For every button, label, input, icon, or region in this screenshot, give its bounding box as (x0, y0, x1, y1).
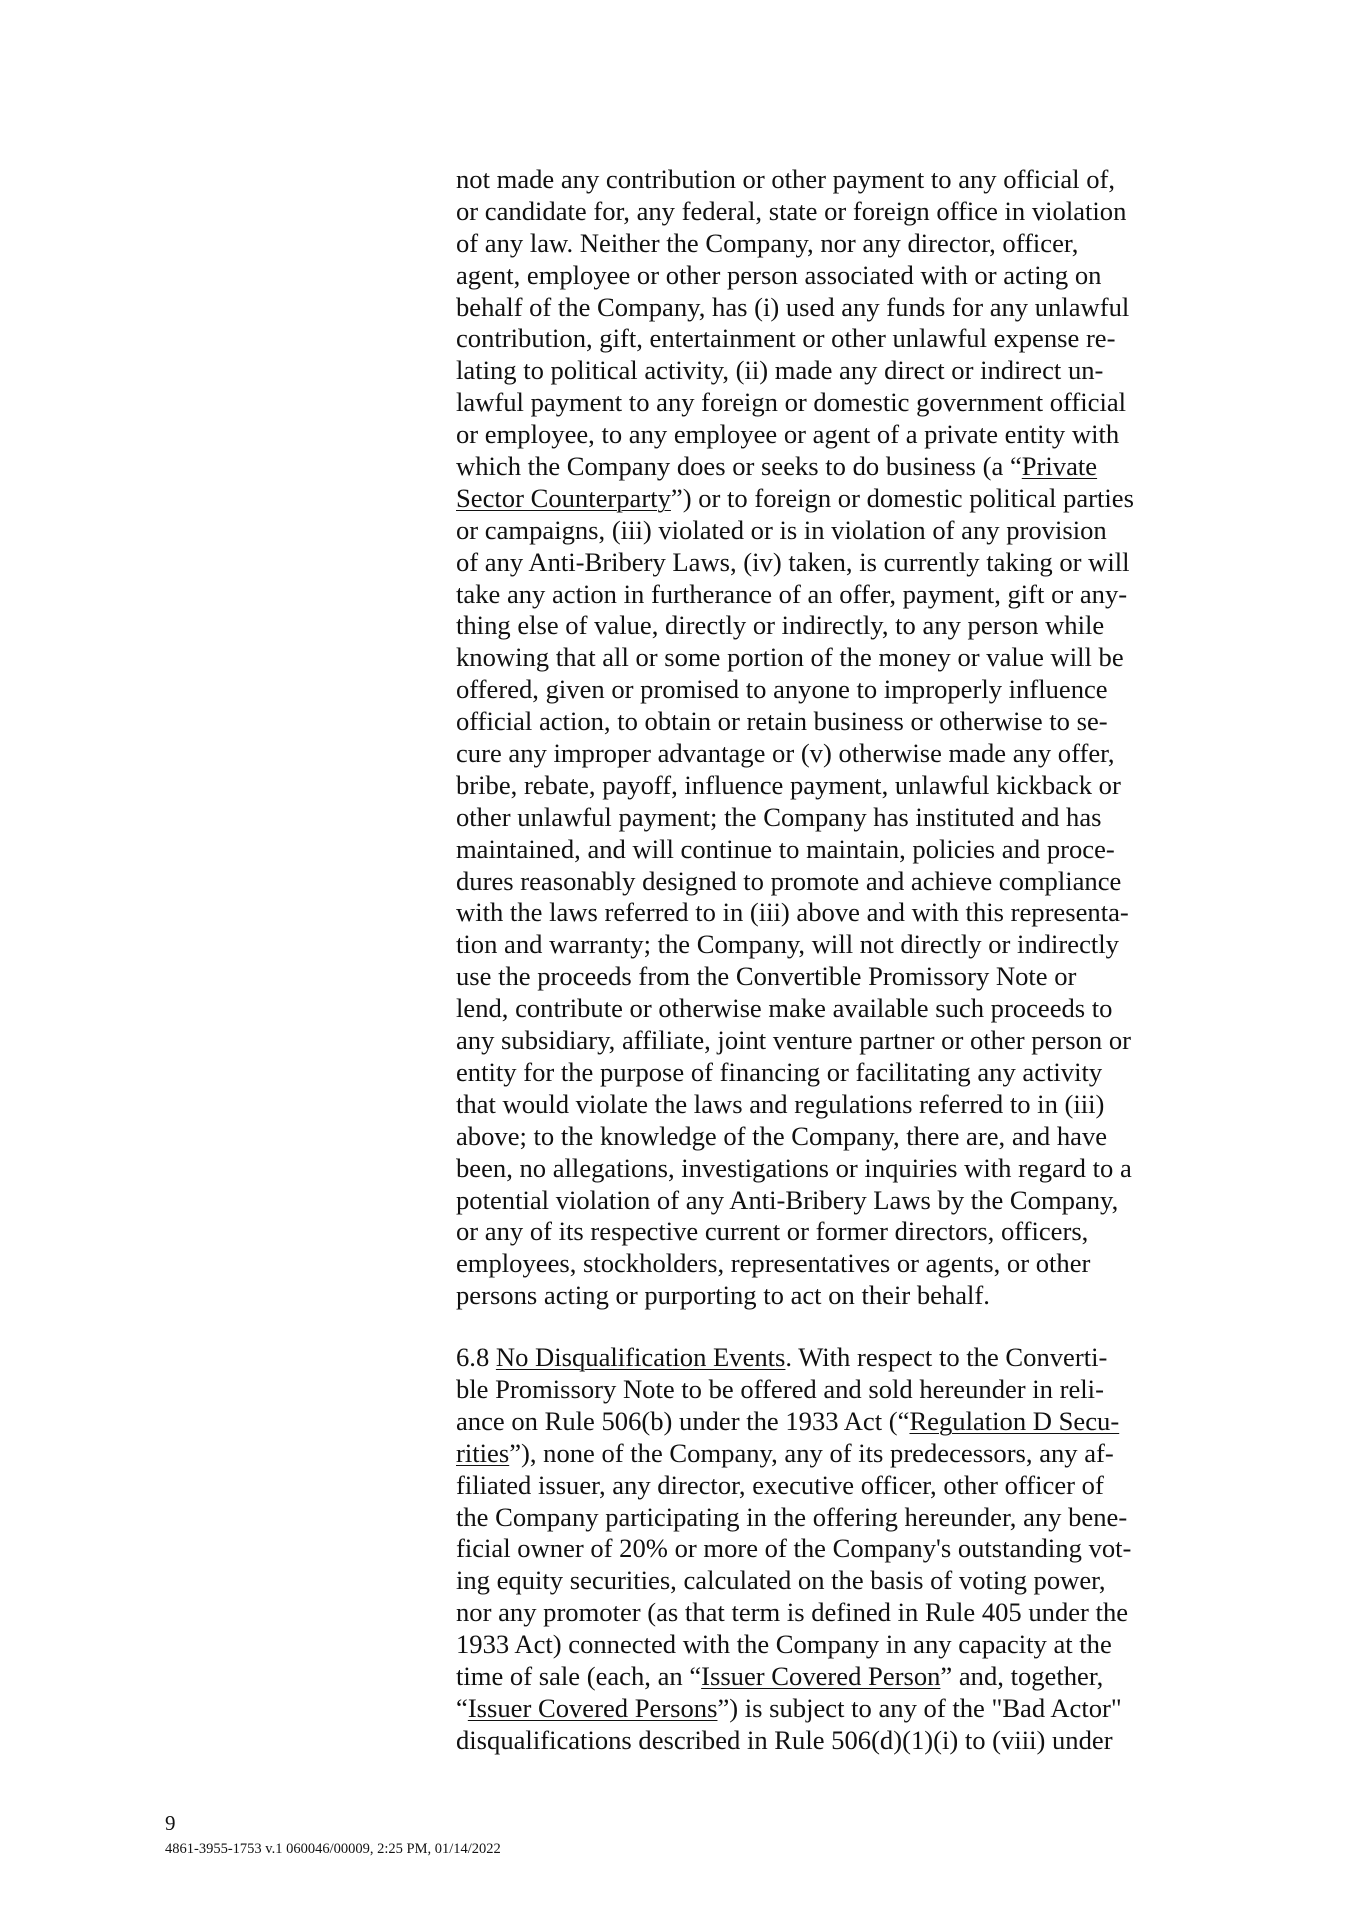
text-line (456, 196, 1176, 228)
text-line (456, 228, 1176, 260)
text-run: with the laws referred to in (iii) above and with this representa- (456, 897, 1129, 928)
text-line (456, 1280, 1176, 1312)
text-line (456, 674, 1176, 706)
text-run: behalf of the Company, has (i) used any funds for any unlawful (456, 291, 1130, 322)
text-run: ance on Rule 506(b) under the 1933 Act (“ (456, 1405, 910, 1436)
text-line (456, 1470, 1176, 1502)
text-run: disqualifications described in Rule 506(d)(1)(i) to (viii) under (456, 1724, 1113, 1755)
text-line (456, 1565, 1176, 1597)
text-line (456, 515, 1176, 547)
text-line (456, 834, 1176, 866)
text-run: filiated issuer, any director, executive officer, other officer of (456, 1469, 1104, 1500)
text-run: contribution, gift, entertainment or other unlawful expense re- (456, 323, 1116, 354)
text-run: ble Promissory Note to be offered and sold hereunder in reli- (456, 1373, 1104, 1404)
text-line (456, 1342, 1176, 1374)
text-line (456, 451, 1176, 483)
text-run: use the proceeds from the Convertible Promissory Note or (456, 961, 1077, 992)
text-line (456, 1597, 1176, 1629)
text-run: or any of its respective current or former directors, officers, (456, 1216, 1089, 1247)
text-run: “ (456, 1692, 468, 1723)
text-run: . With respect to the Converti- (785, 1342, 1108, 1373)
text-run: 1933 Act) connected with the Company in any capacity at the (456, 1629, 1112, 1660)
text-line (456, 706, 1176, 738)
text-run: time of sale (each, an “ (456, 1660, 702, 1691)
text-line (456, 642, 1176, 674)
document-reference-footer: 4861-3955-1753 v.1 060046/00009, 2:25 PM, 01/14/2022 (165, 1841, 501, 1857)
text-run: ”) is subject to any of the "Bad Actor" (717, 1692, 1122, 1723)
text-line (456, 1153, 1176, 1185)
text-line (456, 1025, 1176, 1057)
text-run: ”), none of the Company, any of its predecessors, any af- (509, 1437, 1114, 1468)
text-line (456, 1693, 1176, 1725)
text-run: official action, to obtain or retain business or otherwise to se- (456, 706, 1108, 737)
text-run: that would violate the laws and regulations referred to in (iii) (456, 1088, 1105, 1119)
text-line (456, 1629, 1176, 1661)
text-line (456, 961, 1176, 993)
text-run: ficial owner of 20% or more of the Company's outstanding vot- (456, 1533, 1132, 1564)
text-run: potential violation of any Anti-Bribery Laws by the Company, (456, 1184, 1119, 1215)
text-run: agent, employee or other person associated with or acting on (456, 259, 1102, 290)
text-line (456, 866, 1176, 898)
text-line (456, 579, 1176, 611)
text-line (456, 1121, 1176, 1153)
text-run: cure any improper advantage or (v) otherwise made any offer, (456, 738, 1115, 769)
text-line (456, 1057, 1176, 1089)
text-line (456, 929, 1176, 961)
text-run: employees, stockholders, representatives or agents, or other (456, 1248, 1091, 1279)
defined-term: Issuer Covered Persons (467, 1692, 718, 1723)
text-run: nor any promoter (as that term is defined in Rule 405 under the (456, 1597, 1129, 1628)
text-line (456, 1216, 1176, 1248)
section-6-8-no-disqualification-events (456, 1342, 1176, 1757)
text-run: or campaigns, (iii) violated or is in violation of any provision (456, 514, 1107, 545)
text-run: lend, contribute or otherwise make available such proceeds to (456, 993, 1113, 1024)
text-run: entity for the purpose of financing or facilitating any activity (456, 1056, 1103, 1087)
text-line (456, 483, 1176, 515)
text-line (456, 292, 1176, 324)
defined-term: Issuer Covered Person (701, 1660, 941, 1691)
text-run: ” and, together, (940, 1660, 1104, 1691)
text-run: of any Anti-Bribery Laws, (iv) taken, is currently taking or will (456, 546, 1130, 577)
text-run: bribe, rebate, payoff, influence payment, unlawful kickback or (456, 769, 1121, 800)
defined-term: Regulation D Secu- (909, 1405, 1120, 1436)
text-line (456, 355, 1176, 387)
text-line (456, 419, 1176, 451)
text-run: or employee, to any employee or agent of a private entity with (456, 419, 1120, 450)
text-line (456, 1089, 1176, 1121)
body-text-column (456, 164, 1176, 1757)
text-line (456, 1374, 1176, 1406)
text-run: any subsidiary, affiliate, joint venture partner or other person or (456, 1025, 1131, 1056)
text-line (456, 897, 1176, 929)
page-number: 9 (165, 1811, 176, 1835)
paragraph-anti-bribery-continuation (456, 164, 1176, 1312)
text-line (456, 610, 1176, 642)
text-run: which the Company does or seeks to do business (a “ (456, 451, 1022, 482)
text-run: persons acting or purporting to act on their behalf. (456, 1280, 990, 1311)
text-line (456, 738, 1176, 770)
text-line (456, 770, 1176, 802)
text-line (456, 1185, 1176, 1217)
text-line (456, 1661, 1176, 1693)
text-line (456, 387, 1176, 419)
text-run: 6.8 (456, 1342, 496, 1373)
text-line (456, 1533, 1176, 1565)
text-run: dures reasonably designed to promote and achieve compliance (456, 865, 1122, 896)
paragraph-spacer (456, 1312, 1176, 1342)
text-run: maintained, and will continue to maintain, policies and proce- (456, 833, 1115, 864)
text-line (456, 802, 1176, 834)
text-run: been, no allegations, investigations or inquiries with regard to a (456, 1152, 1132, 1183)
text-run: other unlawful payment; the Company has instituted and has (456, 801, 1102, 832)
text-line (456, 1248, 1176, 1280)
text-line (456, 1725, 1176, 1757)
text-line (456, 1438, 1176, 1470)
text-run: ”) or to foreign or domestic political parties (670, 482, 1134, 513)
defined-term: No Disqualification Events (495, 1342, 786, 1373)
text-run: ing equity securities, calculated on the basis of voting power, (456, 1565, 1106, 1596)
text-run: not made any contribution or other payment to any official of, (456, 164, 1116, 194)
text-run: thing else of value, directly or indirectly, to any person while (456, 610, 1105, 641)
text-run: offered, given or promised to anyone to improperly influence (456, 674, 1108, 705)
text-line (456, 993, 1176, 1025)
text-run: lawful payment to any foreign or domestic government official (456, 387, 1127, 418)
text-line (456, 547, 1176, 579)
text-line (456, 1406, 1176, 1438)
text-line (456, 1502, 1176, 1534)
text-line (456, 260, 1176, 292)
text-run: or candidate for, any federal, state or foreign office in violation (456, 195, 1127, 226)
text-run: above; to the knowledge of the Company, there are, and have (456, 1120, 1108, 1151)
text-run: of any law. Neither the Company, nor any director, officer, (456, 227, 1079, 258)
text-line (456, 164, 1176, 196)
text-run: tion and warranty; the Company, will not directly or indirectly (456, 929, 1119, 960)
text-run: knowing that all or some portion of the money or value will be (456, 642, 1124, 673)
defined-term: Sector Counterparty (456, 482, 671, 513)
defined-term: rities (456, 1437, 510, 1468)
text-run: lating to political activity, (ii) made any direct or indirect un- (456, 355, 1104, 386)
text-line (456, 323, 1176, 355)
defined-term: Private (1021, 451, 1098, 482)
text-run: the Company participating in the offering hereunder, any bene- (456, 1501, 1128, 1532)
text-run: take any action in furtherance of an offer, payment, gift or any- (456, 578, 1128, 609)
